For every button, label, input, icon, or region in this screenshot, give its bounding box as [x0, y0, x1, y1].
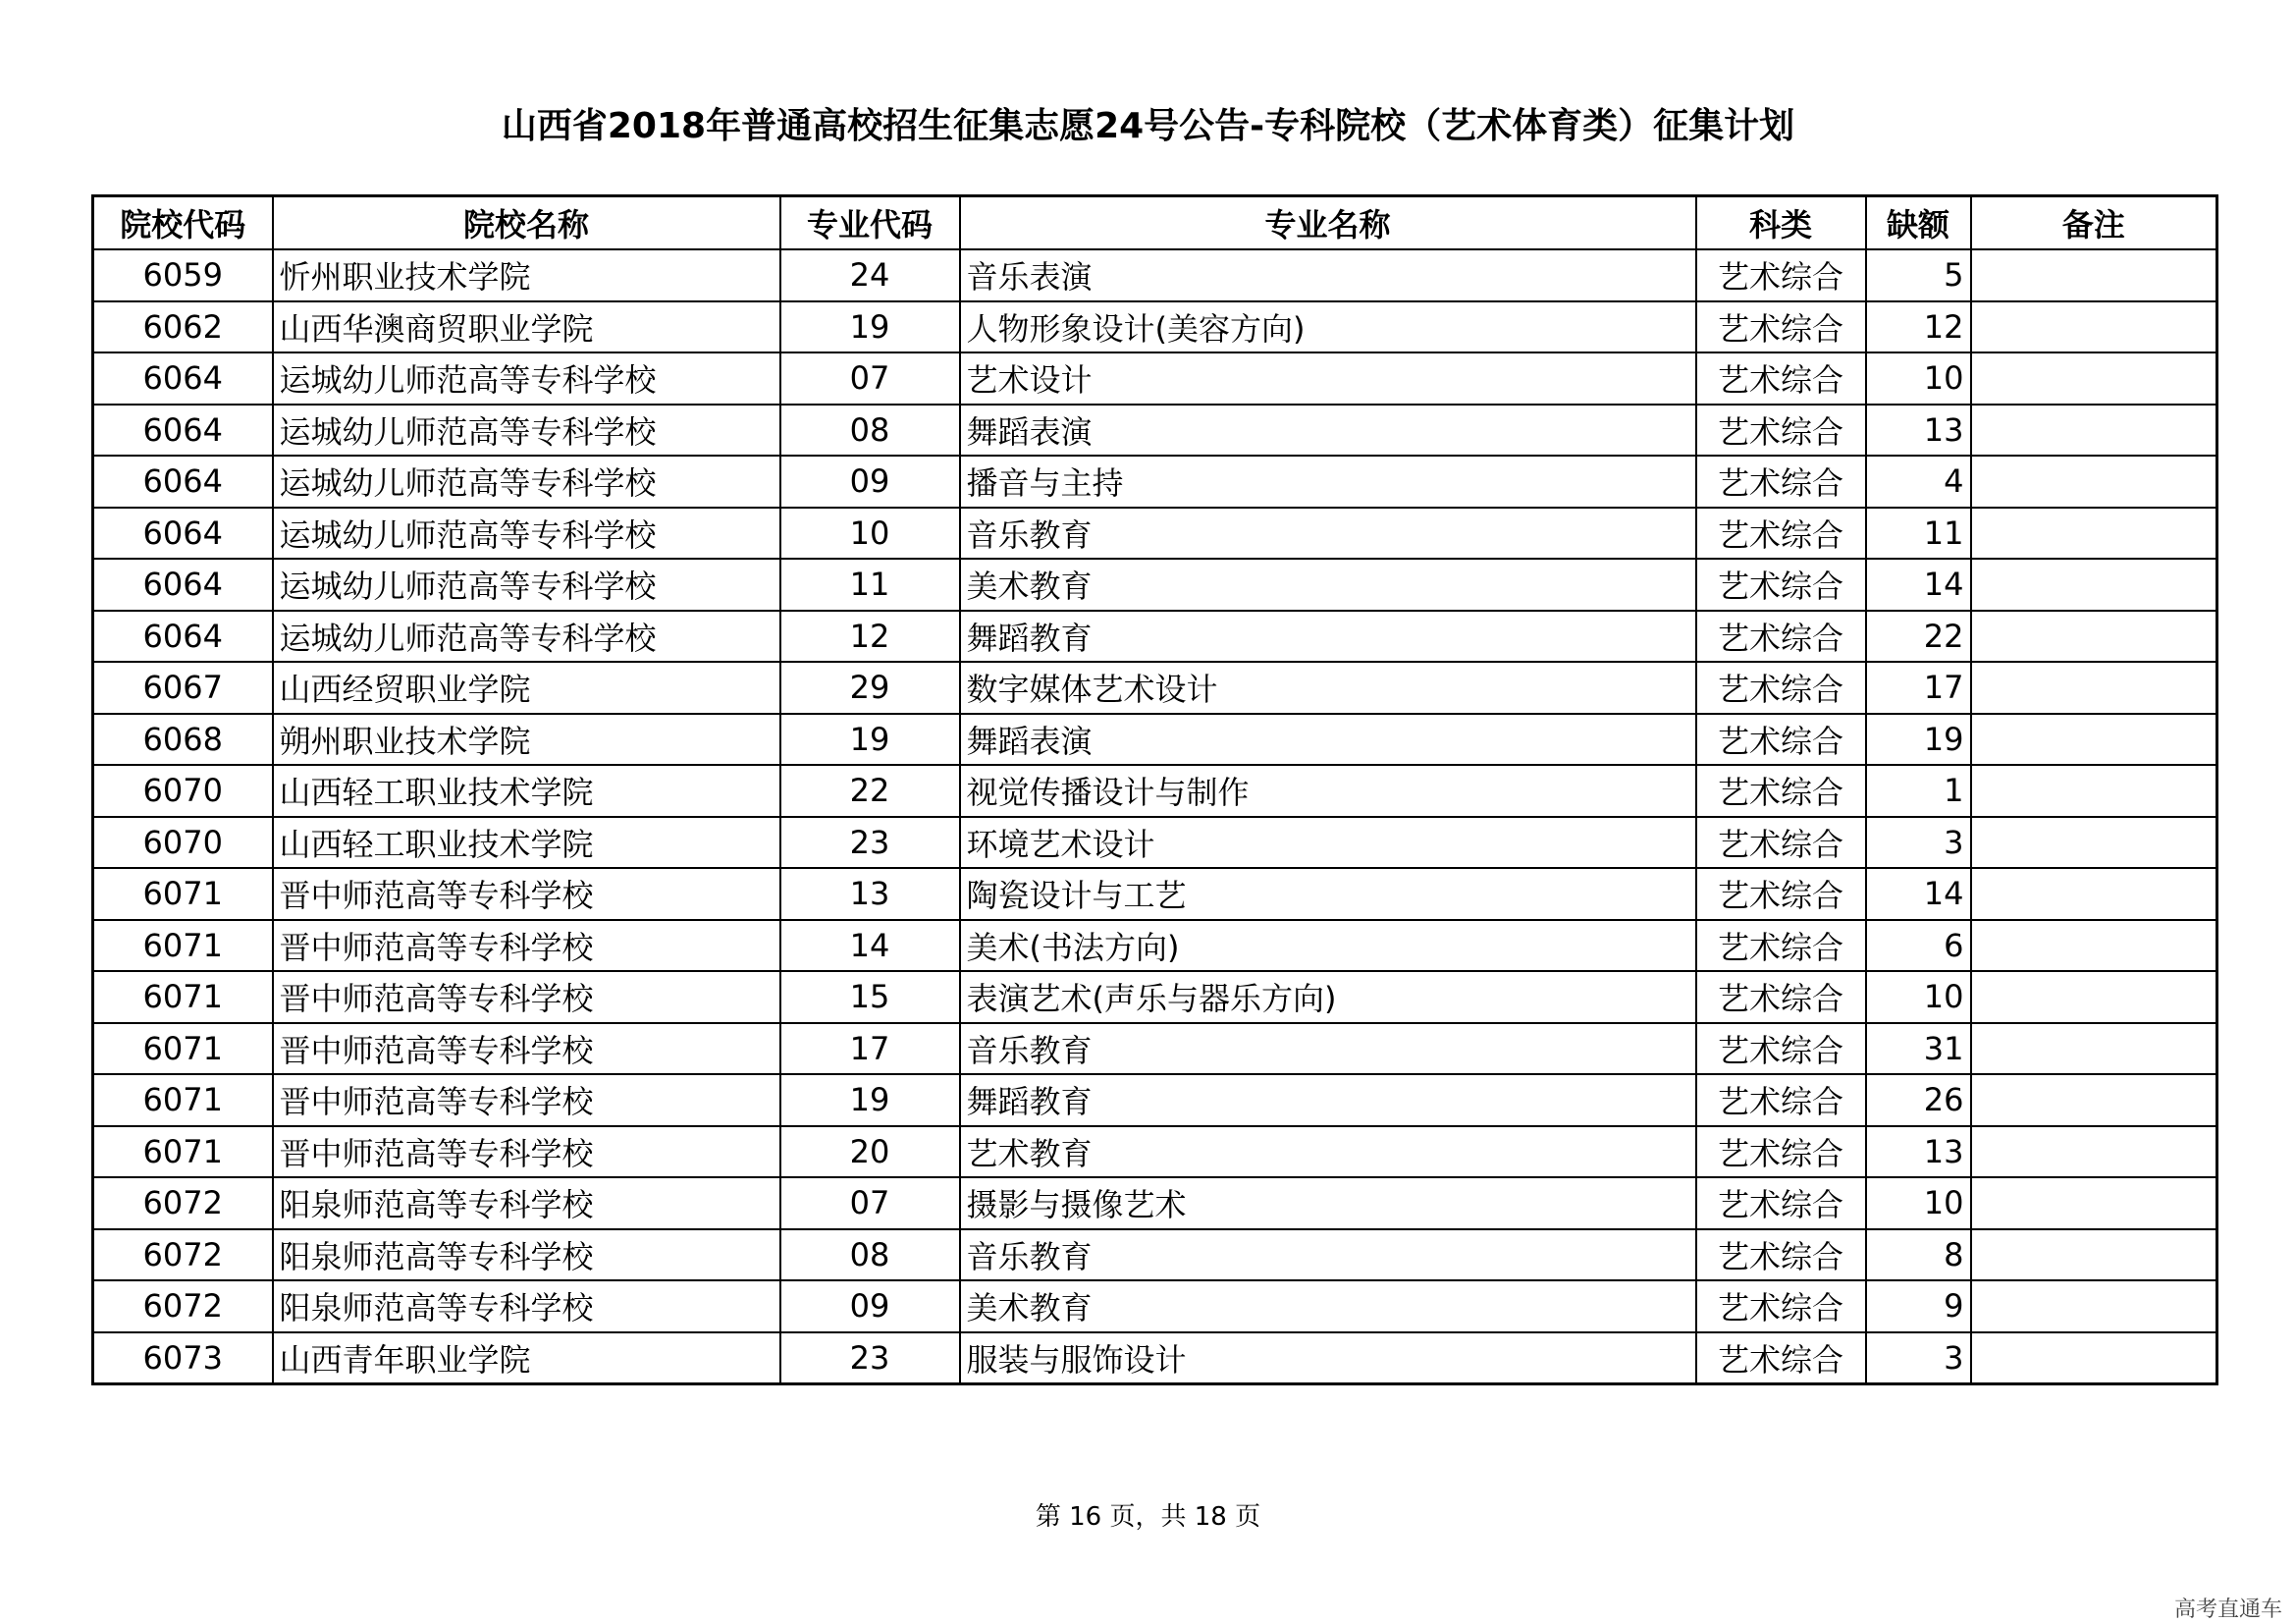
cell-school-code: 6070 — [93, 817, 273, 869]
cell-school-code: 6071 — [93, 1023, 273, 1075]
table-row — [93, 1177, 2217, 1229]
enrollment-plan-table — [91, 194, 2218, 1385]
cell-major-name: 美术教育 — [960, 1280, 1696, 1332]
cell-category: 艺术综合 — [1696, 405, 1866, 457]
cell-category: 艺术综合 — [1696, 868, 1866, 920]
cell-major-name: 音乐教育 — [960, 1023, 1696, 1075]
cell-category: 艺术综合 — [1696, 817, 1866, 869]
cell-major-code: 11 — [780, 559, 960, 611]
cell-quota: 6 — [1866, 920, 1971, 972]
cell-quota: 1 — [1866, 765, 1971, 817]
header-note: 备注 — [1971, 196, 2217, 250]
table-row — [93, 1332, 2217, 1384]
cell-major-code: 17 — [780, 1023, 960, 1075]
cell-school-name: 晋中师范高等专科学校 — [273, 971, 780, 1023]
cell-major-code: 07 — [780, 352, 960, 405]
cell-quota: 11 — [1866, 508, 1971, 560]
cell-category: 艺术综合 — [1696, 714, 1866, 766]
cell-school-name: 运城幼儿师范高等专科学校 — [273, 405, 780, 457]
cell-quota: 10 — [1866, 352, 1971, 405]
cell-quota: 13 — [1866, 405, 1971, 457]
cell-school-name: 阳泉师范高等专科学校 — [273, 1229, 780, 1281]
cell-major-name: 环境艺术设计 — [960, 817, 1696, 869]
table-row — [93, 1126, 2217, 1178]
table-row — [93, 662, 2217, 714]
cell-major-code: 23 — [780, 1332, 960, 1384]
cell-school-name: 晋中师范高等专科学校 — [273, 1126, 780, 1178]
cell-category: 艺术综合 — [1696, 662, 1866, 714]
cell-quota: 10 — [1866, 971, 1971, 1023]
table-header-row — [93, 196, 2217, 250]
cell-school-code: 6064 — [93, 611, 273, 663]
cell-school-code: 6071 — [93, 971, 273, 1023]
cell-school-code: 6064 — [93, 352, 273, 405]
cell-major-code: 24 — [780, 249, 960, 301]
cell-school-code: 6071 — [93, 1074, 273, 1126]
cell-quota: 17 — [1866, 662, 1971, 714]
cell-quota: 12 — [1866, 301, 1971, 353]
table-row — [93, 817, 2217, 869]
cell-category: 艺术综合 — [1696, 971, 1866, 1023]
cell-school-name: 运城幼儿师范高等专科学校 — [273, 352, 780, 405]
cell-school-code: 6071 — [93, 868, 273, 920]
cell-school-name: 忻州职业技术学院 — [273, 249, 780, 301]
cell-category: 艺术综合 — [1696, 1280, 1866, 1332]
cell-note — [1971, 1074, 2217, 1126]
cell-school-code: 6072 — [93, 1229, 273, 1281]
cell-note — [1971, 765, 2217, 817]
cell-school-code: 6070 — [93, 765, 273, 817]
cell-category: 艺术综合 — [1696, 1332, 1866, 1384]
cell-major-code: 08 — [780, 405, 960, 457]
table-body — [93, 249, 2217, 1384]
cell-school-code: 6072 — [93, 1177, 273, 1229]
cell-category: 艺术综合 — [1696, 1177, 1866, 1229]
watermark: 高考直通车 — [2173, 1597, 2282, 1622]
cell-quota: 10 — [1866, 1177, 1971, 1229]
cell-school-code: 6073 — [93, 1332, 273, 1384]
table-row — [93, 1280, 2217, 1332]
cell-category: 艺术综合 — [1696, 1229, 1866, 1281]
cell-note — [1971, 1332, 2217, 1384]
cell-category: 艺术综合 — [1696, 301, 1866, 353]
cell-quota: 19 — [1866, 714, 1971, 766]
cell-note — [1971, 868, 2217, 920]
cell-major-code: 19 — [780, 301, 960, 353]
header-category: 科类 — [1696, 196, 1866, 250]
cell-school-code: 6064 — [93, 508, 273, 560]
cell-school-name: 运城幼儿师范高等专科学校 — [273, 559, 780, 611]
cell-major-name: 音乐表演 — [960, 249, 1696, 301]
header-major-code: 专业代码 — [780, 196, 960, 250]
cell-major-name: 数字媒体艺术设计 — [960, 662, 1696, 714]
cell-quota: 3 — [1866, 817, 1971, 869]
table-row — [93, 456, 2217, 508]
cell-school-code: 6067 — [93, 662, 273, 714]
table-row — [93, 1074, 2217, 1126]
table-row — [93, 1229, 2217, 1281]
cell-major-name: 摄影与摄像艺术 — [960, 1177, 1696, 1229]
cell-quota: 14 — [1866, 868, 1971, 920]
cell-major-code: 12 — [780, 611, 960, 663]
header-school-code: 院校代码 — [93, 196, 273, 250]
cell-major-code: 09 — [780, 456, 960, 508]
cell-major-name: 音乐教育 — [960, 1229, 1696, 1281]
cell-major-name: 人物形象设计(美容方向) — [960, 301, 1696, 353]
cell-school-code: 6072 — [93, 1280, 273, 1332]
cell-note — [1971, 352, 2217, 405]
cell-school-code: 6064 — [93, 559, 273, 611]
table-row — [93, 352, 2217, 405]
table-row — [93, 920, 2217, 972]
cell-note — [1971, 971, 2217, 1023]
cell-quota: 26 — [1866, 1074, 1971, 1126]
cell-school-name: 山西经贸职业学院 — [273, 662, 780, 714]
cell-school-name: 山西青年职业学院 — [273, 1332, 780, 1384]
cell-school-name: 阳泉师范高等专科学校 — [273, 1177, 780, 1229]
cell-note — [1971, 611, 2217, 663]
cell-major-name: 播音与主持 — [960, 456, 1696, 508]
cell-category: 艺术综合 — [1696, 1023, 1866, 1075]
cell-note — [1971, 508, 2217, 560]
cell-quota: 13 — [1866, 1126, 1971, 1178]
cell-major-name: 艺术设计 — [960, 352, 1696, 405]
cell-note — [1971, 301, 2217, 353]
cell-note — [1971, 249, 2217, 301]
cell-major-code: 22 — [780, 765, 960, 817]
cell-category: 艺术综合 — [1696, 1126, 1866, 1178]
cell-category: 艺术综合 — [1696, 508, 1866, 560]
page-number-footer: 第 16 页，共 18 页 — [1035, 1502, 1261, 1532]
cell-category: 艺术综合 — [1696, 1074, 1866, 1126]
table-row — [93, 714, 2217, 766]
cell-major-code: 13 — [780, 868, 960, 920]
cell-category: 艺术综合 — [1696, 456, 1866, 508]
cell-category: 艺术综合 — [1696, 249, 1866, 301]
cell-school-code: 6064 — [93, 456, 273, 508]
cell-category: 艺术综合 — [1696, 765, 1866, 817]
cell-quota: 14 — [1866, 559, 1971, 611]
cell-quota: 3 — [1866, 1332, 1971, 1384]
cell-note — [1971, 714, 2217, 766]
page-title: 山西省2018年普通高校招生征集志愿24号公告-专科院校（艺术体育类）征集计划 — [501, 106, 1795, 146]
cell-school-name: 山西轻工职业技术学院 — [273, 765, 780, 817]
table-row — [93, 765, 2217, 817]
cell-major-name: 舞蹈教育 — [960, 1074, 1696, 1126]
cell-note — [1971, 1023, 2217, 1075]
cell-note — [1971, 662, 2217, 714]
cell-major-name: 美术(书法方向) — [960, 920, 1696, 972]
cell-school-code: 6064 — [93, 405, 273, 457]
cell-major-name: 视觉传播设计与制作 — [960, 765, 1696, 817]
cell-school-name: 晋中师范高等专科学校 — [273, 920, 780, 972]
cell-major-name: 舞蹈表演 — [960, 405, 1696, 457]
cell-note — [1971, 1229, 2217, 1281]
cell-school-code: 6071 — [93, 1126, 273, 1178]
cell-major-name: 服装与服饰设计 — [960, 1332, 1696, 1384]
cell-note — [1971, 1177, 2217, 1229]
cell-major-name: 陶瓷设计与工艺 — [960, 868, 1696, 920]
cell-major-name: 艺术教育 — [960, 1126, 1696, 1178]
cell-school-name: 晋中师范高等专科学校 — [273, 1023, 780, 1075]
cell-major-code: 09 — [780, 1280, 960, 1332]
cell-school-name: 晋中师范高等专科学校 — [273, 1074, 780, 1126]
table-row — [93, 868, 2217, 920]
table-row — [93, 508, 2217, 560]
cell-note — [1971, 405, 2217, 457]
cell-note — [1971, 559, 2217, 611]
cell-school-name: 山西轻工职业技术学院 — [273, 817, 780, 869]
table-row — [93, 405, 2217, 457]
table-row — [93, 1023, 2217, 1075]
cell-school-name: 阳泉师范高等专科学校 — [273, 1280, 780, 1332]
cell-major-code: 19 — [780, 1074, 960, 1126]
cell-category: 艺术综合 — [1696, 559, 1866, 611]
cell-major-code: 29 — [780, 662, 960, 714]
cell-quota: 22 — [1866, 611, 1971, 663]
header-quota: 缺额 — [1866, 196, 1971, 250]
table-row — [93, 301, 2217, 353]
cell-major-code: 20 — [780, 1126, 960, 1178]
cell-major-name: 舞蹈表演 — [960, 714, 1696, 766]
cell-quota: 9 — [1866, 1280, 1971, 1332]
cell-major-name: 舞蹈教育 — [960, 611, 1696, 663]
cell-category: 艺术综合 — [1696, 352, 1866, 405]
cell-school-code: 6068 — [93, 714, 273, 766]
cell-note — [1971, 456, 2217, 508]
cell-major-code: 14 — [780, 920, 960, 972]
cell-major-code: 10 — [780, 508, 960, 560]
cell-major-name: 表演艺术(声乐与器乐方向) — [960, 971, 1696, 1023]
cell-school-name: 运城幼儿师范高等专科学校 — [273, 611, 780, 663]
cell-school-name: 晋中师范高等专科学校 — [273, 868, 780, 920]
cell-category: 艺术综合 — [1696, 611, 1866, 663]
cell-school-code: 6062 — [93, 301, 273, 353]
cell-school-name: 山西华澳商贸职业学院 — [273, 301, 780, 353]
cell-school-code: 6059 — [93, 249, 273, 301]
cell-major-code: 07 — [780, 1177, 960, 1229]
cell-note — [1971, 817, 2217, 869]
cell-quota: 31 — [1866, 1023, 1971, 1075]
cell-note — [1971, 920, 2217, 972]
header-school-name: 院校名称 — [273, 196, 780, 250]
table-row — [93, 611, 2217, 663]
table-row — [93, 559, 2217, 611]
cell-major-name: 美术教育 — [960, 559, 1696, 611]
cell-major-code: 19 — [780, 714, 960, 766]
cell-quota: 8 — [1866, 1229, 1971, 1281]
cell-school-code: 6071 — [93, 920, 273, 972]
cell-major-code: 23 — [780, 817, 960, 869]
cell-major-code: 15 — [780, 971, 960, 1023]
cell-school-name: 运城幼儿师范高等专科学校 — [273, 508, 780, 560]
header-major-name: 专业名称 — [960, 196, 1696, 250]
cell-major-name: 音乐教育 — [960, 508, 1696, 560]
cell-category: 艺术综合 — [1696, 920, 1866, 972]
cell-school-name: 运城幼儿师范高等专科学校 — [273, 456, 780, 508]
table-row — [93, 249, 2217, 301]
cell-quota: 4 — [1866, 456, 1971, 508]
cell-note — [1971, 1280, 2217, 1332]
cell-major-code: 08 — [780, 1229, 960, 1281]
cell-quota: 5 — [1866, 249, 1971, 301]
table-row — [93, 971, 2217, 1023]
cell-note — [1971, 1126, 2217, 1178]
cell-school-name: 朔州职业技术学院 — [273, 714, 780, 766]
